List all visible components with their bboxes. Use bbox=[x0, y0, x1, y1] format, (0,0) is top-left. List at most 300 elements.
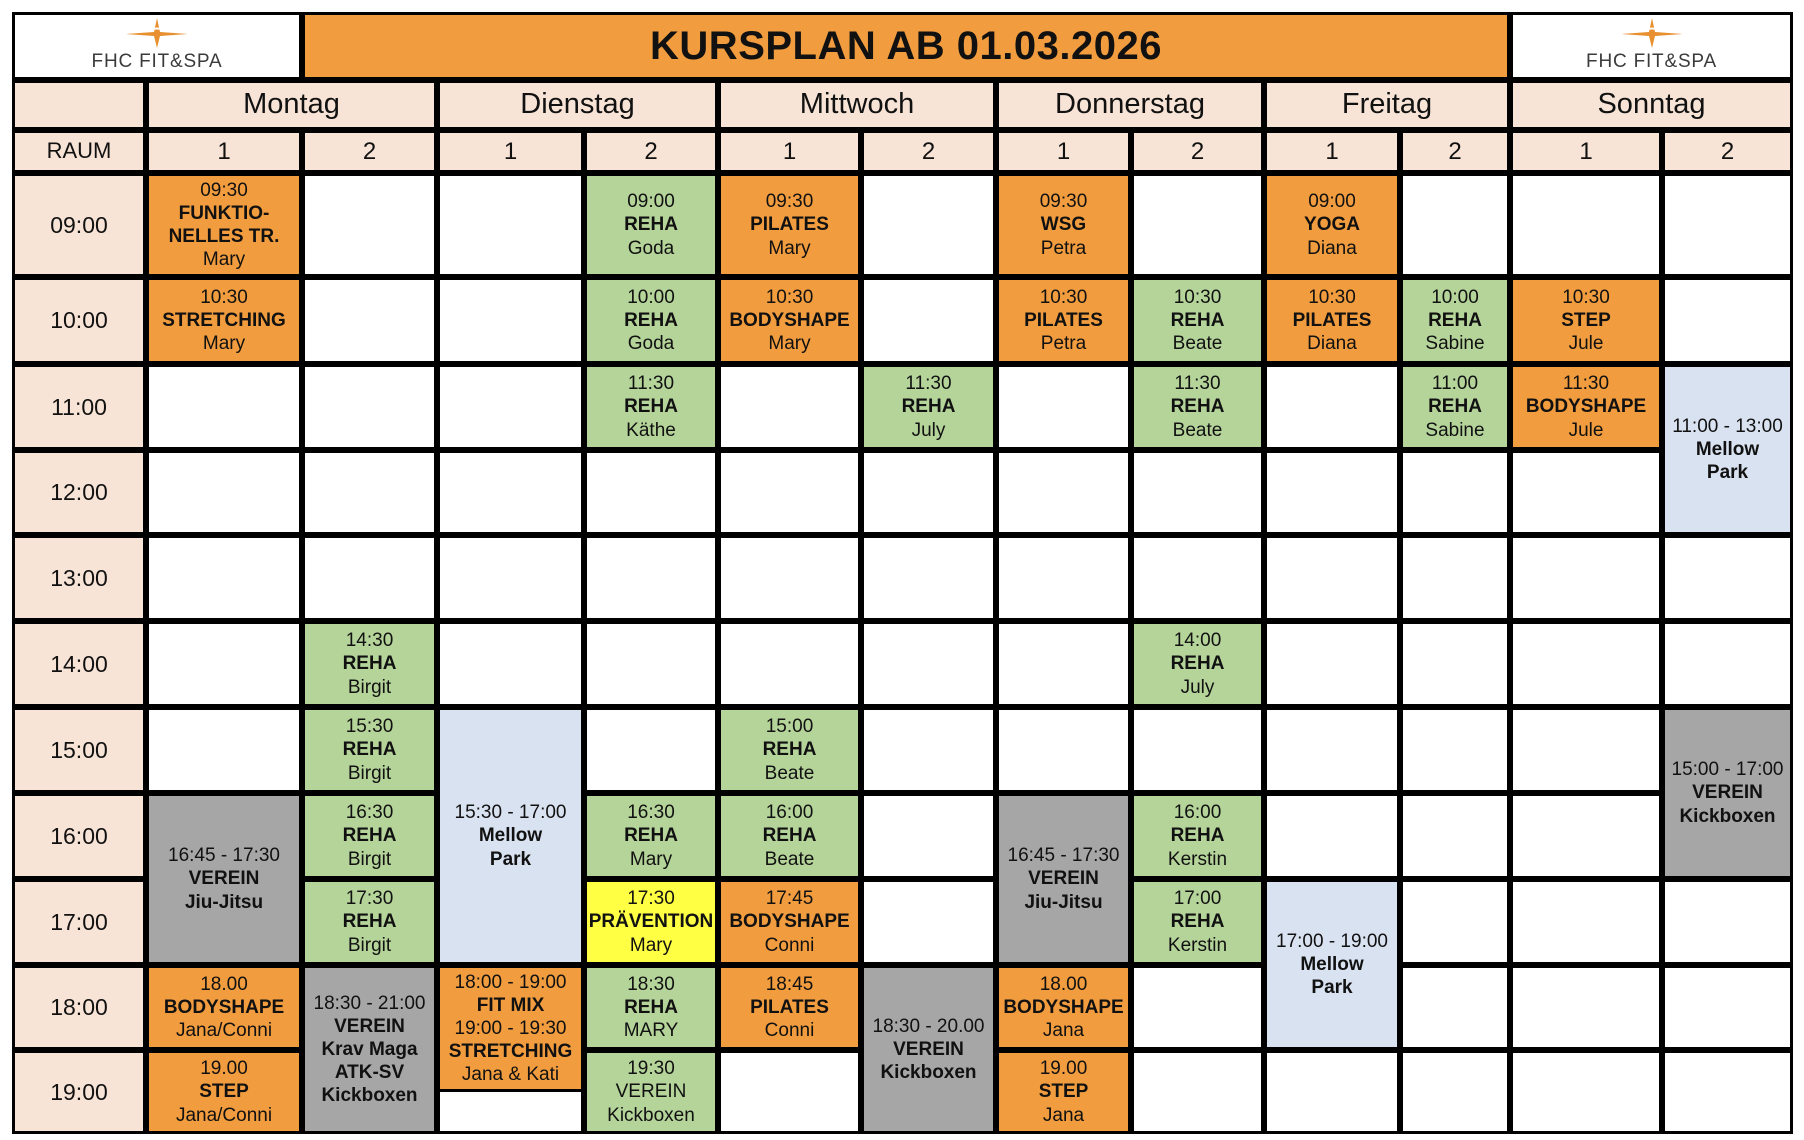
course-trainer: Birgit bbox=[347, 676, 392, 698]
room-number bbox=[718, 130, 861, 173]
page-title-text: KURSPLAN AB 01.03.2026 bbox=[650, 23, 1162, 68]
course-time: 09:30 bbox=[200, 179, 248, 201]
course-time: 10:30 bbox=[200, 286, 248, 308]
empty-slot bbox=[1264, 707, 1400, 793]
room-number-text: 1 bbox=[1579, 137, 1593, 165]
course-trainer: Beate bbox=[1172, 419, 1223, 441]
course-time: 09:30 bbox=[765, 191, 814, 213]
course-time: 16:30 bbox=[627, 802, 675, 824]
course-block[interactable] bbox=[718, 173, 861, 277]
time-label-text: 19:00 bbox=[50, 1078, 108, 1105]
course-time: 15:00 bbox=[765, 716, 814, 738]
course-name: REHA bbox=[1170, 911, 1225, 933]
empty-slot bbox=[437, 621, 584, 707]
course-name: STRETCHING bbox=[448, 1041, 573, 1063]
course-block[interactable] bbox=[302, 879, 437, 965]
day-label: Freitag bbox=[1341, 88, 1433, 121]
empty-slot bbox=[1662, 621, 1793, 707]
course-time: 17:30 bbox=[627, 888, 675, 910]
course-name: Kickboxen bbox=[321, 1085, 418, 1107]
empty-slot bbox=[996, 535, 1131, 621]
course-name: VEREIN bbox=[1028, 868, 1099, 890]
course-trainer: Kickboxen bbox=[880, 1062, 977, 1084]
course-time: 11:00 - 13:00 bbox=[1672, 415, 1783, 437]
course-block[interactable] bbox=[146, 277, 302, 364]
course-block[interactable] bbox=[584, 364, 718, 450]
course-block[interactable] bbox=[718, 965, 861, 1050]
logo-mark bbox=[92, 18, 223, 73]
course-name: REHA bbox=[762, 825, 817, 847]
course-trainer: July bbox=[911, 419, 946, 441]
empty-slot bbox=[996, 364, 1131, 450]
empty-slot bbox=[1400, 450, 1510, 535]
course-block[interactable] bbox=[718, 707, 861, 793]
course-trainer: Käthe bbox=[626, 419, 676, 441]
empty-slot bbox=[1510, 621, 1662, 707]
course-name: REHA bbox=[342, 739, 397, 761]
course-block[interactable] bbox=[1131, 793, 1264, 879]
empty-slot bbox=[1131, 965, 1264, 1050]
room-number bbox=[996, 130, 1131, 173]
course-name: PILATES bbox=[1024, 309, 1103, 331]
course-time: 14:30 bbox=[345, 630, 394, 652]
empty-slot bbox=[146, 364, 302, 450]
empty-slot bbox=[584, 707, 718, 793]
room-number-text: 1 bbox=[1056, 137, 1071, 165]
room-number-text: 1 bbox=[1325, 137, 1339, 165]
day-label: Donnerstag bbox=[1055, 88, 1205, 121]
empty-slot bbox=[1662, 535, 1793, 621]
room-number bbox=[437, 130, 584, 173]
course-block[interactable] bbox=[1264, 879, 1400, 1050]
room-number-text: 1 bbox=[217, 137, 231, 165]
course-block[interactable] bbox=[1510, 277, 1662, 364]
course-name: VEREIN bbox=[893, 1038, 964, 1060]
empty-slot bbox=[302, 364, 437, 450]
day-header bbox=[1264, 80, 1510, 130]
course-name: BODYSHAPE bbox=[163, 996, 285, 1018]
course-block[interactable] bbox=[1662, 707, 1793, 879]
empty-slot bbox=[1400, 621, 1510, 707]
course-name: REHA bbox=[1170, 309, 1225, 331]
course-name: REHA bbox=[1170, 825, 1225, 847]
course-trainer: Kickboxen bbox=[1679, 805, 1776, 827]
course-block[interactable] bbox=[1131, 364, 1264, 450]
empty-slot bbox=[1131, 535, 1264, 621]
empty-slot bbox=[584, 621, 718, 707]
empty-slot bbox=[584, 450, 718, 535]
empty-slot bbox=[302, 450, 437, 535]
empty-slot bbox=[996, 707, 1131, 793]
course-time: 11:30 bbox=[1562, 373, 1610, 395]
course-trainer: July bbox=[1180, 676, 1215, 698]
course-block[interactable] bbox=[584, 965, 718, 1050]
course-block[interactable] bbox=[718, 277, 861, 364]
course-trainer: Goda bbox=[627, 237, 675, 259]
course-name: REHA bbox=[901, 396, 956, 418]
course-block[interactable] bbox=[146, 965, 302, 1050]
course-block[interactable] bbox=[996, 965, 1131, 1050]
empty-slot bbox=[302, 173, 437, 277]
course-trainer: MARY bbox=[623, 1020, 679, 1042]
empty-slot bbox=[1131, 1050, 1264, 1134]
course-block[interactable] bbox=[1131, 277, 1264, 364]
raum-label-text: RAUM bbox=[46, 138, 112, 164]
course-time: 16:30 bbox=[345, 802, 394, 824]
course-block[interactable] bbox=[1400, 364, 1510, 450]
course-name: PILATES bbox=[750, 996, 829, 1018]
course-trainer: Jule bbox=[1568, 419, 1604, 441]
course-block[interactable] bbox=[996, 277, 1131, 364]
day-label: Sonntag bbox=[1597, 88, 1706, 121]
course-block[interactable] bbox=[996, 1050, 1131, 1134]
empty-slot bbox=[1662, 965, 1793, 1050]
empty-slot bbox=[1510, 1050, 1662, 1134]
course-trainer: Kickboxen bbox=[607, 1104, 695, 1126]
course-trainer: Kerstin bbox=[1167, 934, 1228, 956]
empty-slot bbox=[1400, 879, 1510, 965]
course-time: 11:30 bbox=[905, 373, 952, 395]
course-name: REHA bbox=[1428, 396, 1482, 418]
course-name: BODYSHAPE bbox=[1525, 396, 1647, 418]
empty-slot bbox=[1510, 793, 1662, 879]
empty-slot bbox=[1510, 965, 1662, 1050]
course-time: 11:00 bbox=[1431, 373, 1479, 395]
course-name: PRÄVENTION bbox=[588, 911, 714, 933]
course-time: 14:00 bbox=[1173, 630, 1222, 652]
course-time: 18:30 bbox=[627, 973, 675, 995]
course-block[interactable] bbox=[718, 793, 861, 879]
course-block[interactable] bbox=[584, 1050, 718, 1134]
room-number bbox=[1131, 130, 1264, 173]
course-trainer: Jana & Kati bbox=[461, 1064, 560, 1086]
course-time: 18.00 bbox=[200, 973, 248, 995]
day-label: Dienstag bbox=[520, 88, 635, 121]
empty-slot bbox=[146, 621, 302, 707]
course-time: 19:00 - 19:30 bbox=[454, 1017, 567, 1039]
course-name: BODYSHAPE bbox=[1003, 996, 1124, 1018]
course-time: 18:00 - 19:00 bbox=[454, 971, 567, 993]
course-name: ATK-SV bbox=[334, 1062, 405, 1084]
course-name: YOGA bbox=[1304, 214, 1360, 236]
room-number-text: 2 bbox=[362, 137, 377, 165]
empty-slot bbox=[718, 450, 861, 535]
empty-slot bbox=[302, 535, 437, 621]
course-name: REHA bbox=[624, 214, 678, 236]
time-label-text: 11:00 bbox=[51, 393, 107, 420]
course-block[interactable] bbox=[584, 173, 718, 277]
course-block[interactable] bbox=[146, 173, 302, 277]
course-trainer: Petra bbox=[1040, 237, 1087, 259]
course-block[interactable] bbox=[302, 621, 437, 707]
time-label bbox=[12, 535, 146, 621]
empty-slot bbox=[1510, 879, 1662, 965]
course-block[interactable] bbox=[996, 793, 1131, 965]
course-name: PILATES bbox=[1292, 309, 1372, 331]
day-label: Mittwoch bbox=[799, 88, 915, 121]
empty-slot bbox=[146, 707, 302, 793]
empty-slot bbox=[718, 1050, 861, 1134]
day-header bbox=[437, 80, 718, 130]
course-block[interactable] bbox=[146, 793, 302, 965]
logo-mark bbox=[1586, 18, 1717, 73]
course-trainer: Jana/Conni bbox=[175, 1020, 273, 1042]
course-trainer: Goda bbox=[627, 333, 675, 355]
course-trainer: Conni bbox=[764, 1020, 815, 1042]
empty-slot bbox=[437, 450, 584, 535]
course-name: REHA bbox=[1170, 396, 1225, 418]
empty-slot bbox=[1400, 707, 1510, 793]
empty-slot bbox=[861, 793, 996, 879]
star-logo-icon bbox=[1621, 18, 1683, 48]
course-name: REHA bbox=[624, 825, 678, 847]
course-block[interactable] bbox=[302, 965, 437, 1134]
course-name: VEREIN bbox=[1692, 782, 1763, 804]
corner-cell bbox=[12, 80, 146, 130]
course-trainer: Beate bbox=[764, 848, 815, 870]
time-label bbox=[12, 621, 146, 707]
time-label-text: 18:00 bbox=[50, 994, 108, 1021]
empty-slot bbox=[437, 364, 584, 450]
course-block[interactable] bbox=[861, 364, 996, 450]
course-trainer: Mary bbox=[768, 237, 811, 259]
course-block[interactable] bbox=[1510, 364, 1662, 450]
empty-slot bbox=[1400, 793, 1510, 879]
course-block[interactable] bbox=[146, 1050, 302, 1134]
course-name: Mellow bbox=[1300, 953, 1364, 975]
course-trainer: Mary bbox=[629, 848, 673, 870]
course-time: 16:45 - 17:30 bbox=[168, 845, 280, 867]
empty-slot bbox=[1510, 173, 1662, 277]
room-number bbox=[146, 130, 302, 173]
time-label bbox=[12, 1050, 146, 1134]
course-time: 18:45 bbox=[765, 973, 814, 995]
empty-slot bbox=[1131, 707, 1264, 793]
course-trainer: Beate bbox=[764, 762, 815, 784]
course-time: 17:00 bbox=[1173, 888, 1222, 910]
empty-slot bbox=[718, 535, 861, 621]
time-label bbox=[12, 364, 146, 450]
empty-slot bbox=[1264, 535, 1400, 621]
course-block[interactable] bbox=[584, 879, 718, 965]
course-trainer: Jiu-Jitsu bbox=[184, 891, 264, 913]
course-name: REHA bbox=[624, 996, 678, 1018]
course-time: 17:30 bbox=[345, 888, 394, 910]
empty-slot bbox=[1400, 1050, 1510, 1134]
course-time: 11:30 bbox=[627, 373, 675, 395]
course-time: 09:00 bbox=[627, 191, 675, 213]
empty-slot bbox=[1264, 364, 1400, 450]
star-logo-icon bbox=[126, 18, 188, 48]
time-label-text: 10:00 bbox=[50, 307, 108, 334]
raum-label bbox=[12, 130, 146, 173]
empty-slot bbox=[146, 450, 302, 535]
course-name: STEP bbox=[199, 1081, 249, 1103]
course-time: 11:30 bbox=[1174, 373, 1221, 395]
course-block[interactable] bbox=[1264, 277, 1400, 364]
course-trainer: Kerstin bbox=[1167, 848, 1228, 870]
room-number bbox=[1510, 130, 1662, 173]
empty-slot bbox=[1400, 965, 1510, 1050]
course-trainer: Jiu-Jitsu bbox=[1024, 891, 1103, 913]
course-block[interactable] bbox=[996, 173, 1131, 277]
time-label bbox=[12, 450, 146, 535]
empty-slot bbox=[437, 277, 584, 364]
course-name: REHA bbox=[1428, 309, 1482, 331]
empty-slot bbox=[1510, 535, 1662, 621]
course-trainer: Beate bbox=[1172, 333, 1223, 355]
course-trainer: Jana bbox=[1042, 1104, 1085, 1126]
time-label-text: 12:00 bbox=[50, 479, 108, 506]
course-name: BODYSHAPE bbox=[729, 911, 850, 933]
course-name: Mellow bbox=[1695, 438, 1760, 460]
empty-slot bbox=[1662, 173, 1793, 277]
empty-slot bbox=[1662, 879, 1793, 965]
course-name: BODYSHAPE bbox=[729, 309, 850, 331]
course-block[interactable] bbox=[584, 277, 718, 364]
course-block[interactable] bbox=[584, 793, 718, 879]
course-name: REHA bbox=[762, 739, 817, 761]
page-title bbox=[302, 12, 1510, 80]
empty-slot bbox=[861, 277, 996, 364]
course-time: 10:30 bbox=[1562, 286, 1610, 308]
course-time: 17:45 bbox=[765, 888, 814, 910]
empty-slot bbox=[584, 535, 718, 621]
empty-slot bbox=[861, 173, 996, 277]
course-trainer: Mary bbox=[202, 249, 246, 271]
empty-slot bbox=[1131, 173, 1264, 277]
empty-slot bbox=[861, 450, 996, 535]
course-block[interactable] bbox=[1400, 277, 1510, 364]
room-number bbox=[302, 130, 437, 173]
course-trainer: Birgit bbox=[347, 934, 392, 956]
time-label bbox=[12, 879, 146, 965]
course-block[interactable] bbox=[1131, 879, 1264, 965]
course-trainer: Diana bbox=[1307, 333, 1357, 355]
empty-slot bbox=[146, 535, 302, 621]
empty-slot bbox=[861, 707, 996, 793]
course-trainer: Park bbox=[1311, 977, 1353, 999]
course-name: VEREIN bbox=[188, 868, 260, 890]
room-number bbox=[861, 130, 996, 173]
room-number bbox=[584, 130, 718, 173]
course-time: 10:30 bbox=[1173, 286, 1222, 308]
room-number-text: 1 bbox=[782, 137, 797, 165]
course-block[interactable] bbox=[1662, 364, 1793, 535]
course-block[interactable] bbox=[302, 707, 437, 793]
time-label-text: 14:00 bbox=[50, 650, 108, 677]
course-block[interactable] bbox=[861, 965, 996, 1134]
room-number bbox=[1400, 130, 1510, 173]
empty-slot bbox=[1662, 277, 1793, 364]
empty-slot bbox=[996, 450, 1131, 535]
course-trainer: Birgit bbox=[347, 762, 392, 784]
course-name: Krav Maga bbox=[321, 1038, 418, 1060]
course-time: 16:00 bbox=[1173, 802, 1222, 824]
course-block[interactable] bbox=[437, 707, 584, 965]
course-block[interactable] bbox=[302, 793, 437, 879]
course-time: 16:45 - 17:30 bbox=[1007, 845, 1120, 867]
course-trainer: Mary bbox=[768, 333, 811, 355]
course-block[interactable] bbox=[718, 879, 861, 965]
empty-slot bbox=[437, 535, 584, 621]
course-trainer: Birgit bbox=[347, 848, 392, 870]
course-name: WSG bbox=[1040, 214, 1087, 236]
time-label-text: 09:00 bbox=[50, 211, 108, 238]
time-label bbox=[12, 277, 146, 364]
course-name: NELLES TR. bbox=[168, 226, 280, 247]
course-trainer: Park bbox=[489, 848, 532, 870]
course-name: REHA bbox=[624, 309, 678, 331]
empty-slot bbox=[861, 621, 996, 707]
day-header bbox=[1510, 80, 1793, 130]
course-time: 10:30 bbox=[765, 286, 814, 308]
empty-slot bbox=[996, 621, 1131, 707]
empty-slot bbox=[1264, 1050, 1400, 1134]
day-header bbox=[718, 80, 996, 130]
empty-slot bbox=[1400, 173, 1510, 277]
course-time: 10:00 bbox=[1431, 286, 1479, 308]
course-name: REHA bbox=[1170, 653, 1225, 675]
room-number-text: 2 bbox=[1448, 137, 1462, 165]
course-name: VEREIN bbox=[334, 1015, 405, 1037]
course-time: 15:30 bbox=[345, 716, 394, 738]
course-time: 16:00 bbox=[765, 802, 814, 824]
day-label: Montag bbox=[243, 88, 340, 121]
time-label bbox=[12, 173, 146, 277]
course-name: STEP bbox=[1038, 1081, 1089, 1103]
empty-slot bbox=[1264, 450, 1400, 535]
empty-slot bbox=[1662, 1050, 1793, 1134]
course-time: 18:30 - 21:00 bbox=[313, 992, 426, 1014]
course-name: REHA bbox=[342, 825, 397, 847]
course-name: REHA bbox=[624, 396, 678, 418]
course-time: 10:00 bbox=[627, 286, 675, 308]
course-name: PILATES bbox=[750, 214, 829, 236]
empty-slot bbox=[437, 173, 584, 277]
time-label bbox=[12, 965, 146, 1050]
course-block[interactable] bbox=[1264, 173, 1400, 277]
course-trainer: Mary bbox=[629, 934, 673, 956]
room-number-text: 2 bbox=[1190, 137, 1205, 165]
empty-slot bbox=[861, 879, 996, 965]
course-trainer: Sabine bbox=[1425, 333, 1485, 355]
course-time: 10:30 bbox=[1308, 286, 1356, 308]
course-time: 18:30 - 20.00 bbox=[872, 1015, 985, 1037]
course-name: REHA bbox=[342, 653, 397, 675]
course-trainer: Diana bbox=[1307, 237, 1357, 259]
course-name: FUNKTIO- bbox=[178, 202, 270, 224]
empty-slot bbox=[1264, 793, 1400, 879]
course-time: 19.00 bbox=[200, 1058, 248, 1080]
empty-slot bbox=[1131, 450, 1264, 535]
course-block[interactable] bbox=[437, 965, 584, 1092]
logo-left bbox=[12, 12, 302, 80]
course-trainer: Conni bbox=[764, 934, 815, 956]
logo-right bbox=[1510, 12, 1793, 80]
empty-slot bbox=[861, 535, 996, 621]
course-trainer: Petra bbox=[1040, 333, 1087, 355]
course-block[interactable] bbox=[1131, 621, 1264, 707]
room-number-text: 2 bbox=[921, 137, 936, 165]
course-name: STRETCHING bbox=[162, 309, 286, 331]
empty-slot bbox=[718, 621, 861, 707]
course-name: VEREIN bbox=[615, 1081, 687, 1103]
course-time: 18.00 bbox=[1039, 973, 1088, 995]
course-trainer: Jana bbox=[1042, 1020, 1085, 1042]
course-trainer: Park bbox=[1706, 462, 1749, 484]
course-time: 15:00 - 17:00 bbox=[1671, 759, 1784, 781]
